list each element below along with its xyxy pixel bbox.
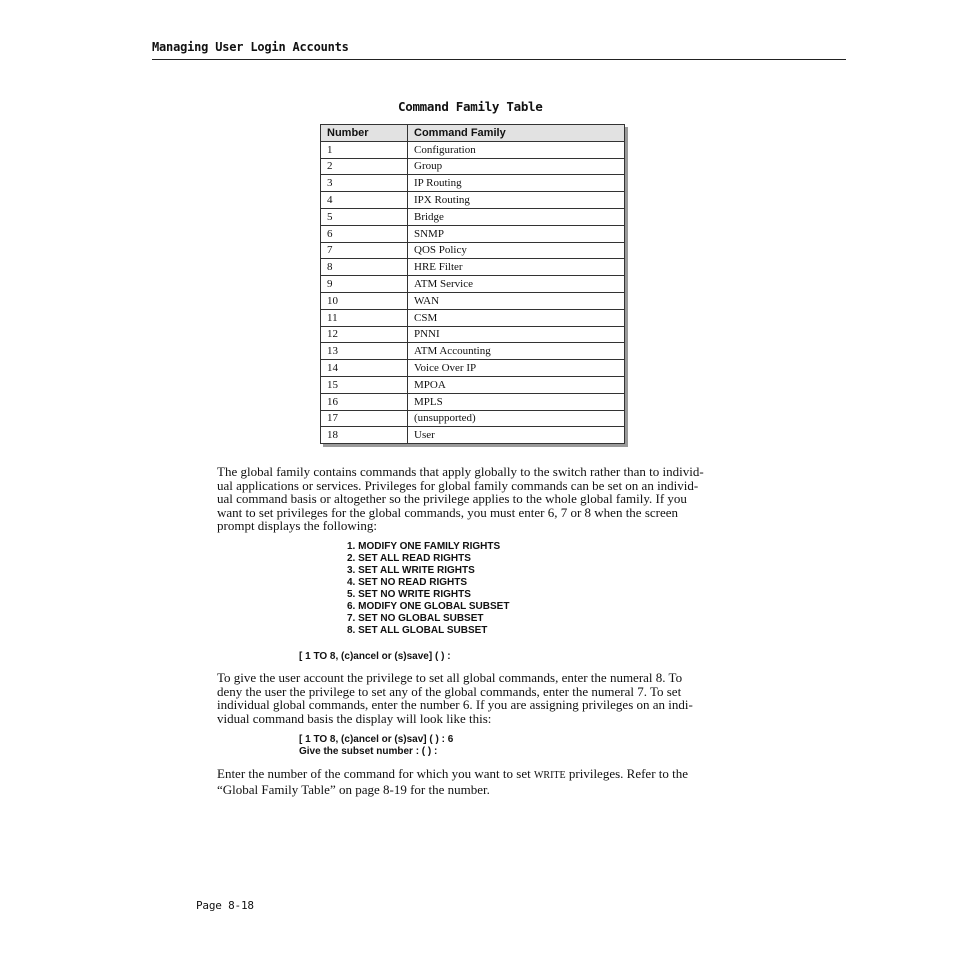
cell-number: 18 bbox=[321, 427, 408, 444]
menu-prompt-text: [ 1 TO 8, (c)ancel or (s)save] ( ) : bbox=[299, 651, 451, 662]
menu-option: 2. SET ALL READ RIGHTS bbox=[347, 553, 471, 564]
cell-command-family: QOS Policy bbox=[408, 242, 625, 259]
table-row bbox=[321, 309, 625, 326]
cell-number: 12 bbox=[321, 326, 408, 343]
cell-number: 8 bbox=[321, 259, 408, 276]
cell-command-family: ATM Accounting bbox=[408, 343, 625, 360]
paragraph-line: prompt displays the following: bbox=[217, 518, 377, 533]
table-row bbox=[321, 192, 625, 209]
menu-option: 3. SET ALL WRITE RIGHTS bbox=[347, 565, 475, 576]
cell-number: 7 bbox=[321, 242, 408, 259]
paragraph-text: Enter the number of the command for which you want to set bbox=[217, 766, 534, 781]
table-row bbox=[321, 141, 625, 158]
cell-command-family: IPX Routing bbox=[408, 192, 625, 209]
paragraph-line: The global family contains commands that apply globally to the switch rather than to individ- bbox=[217, 464, 704, 479]
table-row bbox=[321, 225, 625, 242]
cell-command-family: Configuration bbox=[408, 141, 625, 158]
cell-number: 9 bbox=[321, 276, 408, 293]
table-row bbox=[321, 393, 625, 410]
paragraph-line: To give the user account the privilege to set all global commands, enter the numeral 8. To bbox=[217, 670, 683, 685]
cell-number: 14 bbox=[321, 360, 408, 377]
command-family-table-wrap bbox=[320, 124, 625, 444]
cell-command-family: CSM bbox=[408, 309, 625, 326]
table-row bbox=[321, 175, 625, 192]
cell-number: 13 bbox=[321, 343, 408, 360]
menu-option: 1. MODIFY ONE FAMILY RIGHTS bbox=[347, 541, 501, 552]
cell-command-family: IP Routing bbox=[408, 175, 625, 192]
column-header-number: Number bbox=[321, 125, 408, 142]
table-row bbox=[321, 292, 625, 309]
paragraph-enter-number bbox=[217, 767, 757, 796]
table-row bbox=[321, 376, 625, 393]
smallcaps-write: WRITE bbox=[533, 770, 566, 781]
cell-command-family: PNNI bbox=[408, 326, 625, 343]
paragraph-text: privileges. Refer to the bbox=[565, 766, 689, 781]
table-title: Command Family Table bbox=[398, 99, 543, 114]
page-number: Page 8-18 bbox=[196, 899, 254, 912]
cell-number: 10 bbox=[321, 292, 408, 309]
menu-option: 4. SET NO READ RIGHTS bbox=[347, 577, 468, 588]
paragraph-global-family bbox=[217, 465, 757, 533]
example-prompt-block bbox=[299, 734, 453, 758]
cell-command-family: User bbox=[408, 427, 625, 444]
table-row bbox=[321, 427, 625, 444]
cell-number: 17 bbox=[321, 410, 408, 427]
cell-number: 11 bbox=[321, 309, 408, 326]
paragraph-line: individual global commands, enter the number 6. If you are assigning privileges on an indi- bbox=[217, 697, 693, 712]
paragraph-line: want to set privileges for the global commands, you must enter 6, 7 or 8 when the screen bbox=[217, 504, 679, 520]
cell-command-family: MPOA bbox=[408, 376, 625, 393]
menu-prompt bbox=[299, 651, 451, 663]
paragraph-line: “Global Family Table” on page 8-19 for the number. bbox=[217, 781, 490, 797]
table-row bbox=[321, 276, 625, 293]
table-row bbox=[321, 343, 625, 360]
cell-command-family: HRE Filter bbox=[408, 259, 625, 276]
table-row bbox=[321, 360, 625, 377]
menu-option: 7. SET NO GLOBAL SUBSET bbox=[347, 613, 484, 624]
table-row bbox=[321, 326, 625, 343]
paragraph-line: ual command basis or altogether so the privilege applies to the whole global family. If you bbox=[217, 491, 687, 506]
cell-command-family: WAN bbox=[408, 292, 625, 309]
cell-command-family: Group bbox=[408, 158, 625, 175]
example-prompt-line: [ 1 TO 8, (c)ancel or (s)sav] ( ) : 6 bbox=[299, 734, 454, 745]
cell-number: 5 bbox=[321, 208, 408, 225]
paragraph-line: ual applications or services. Privileges for global family commands can be set on an individ- bbox=[217, 477, 699, 493]
table-header-row bbox=[321, 125, 625, 142]
cell-number: 2 bbox=[321, 158, 408, 175]
cell-number: 6 bbox=[321, 225, 408, 242]
cell-command-family: ATM Service bbox=[408, 276, 625, 293]
table-row bbox=[321, 242, 625, 259]
paragraph-line bbox=[217, 767, 757, 783]
running-head: Managing User Login Accounts bbox=[152, 40, 349, 54]
table-row bbox=[321, 410, 625, 427]
paragraph-global-privileges bbox=[217, 671, 757, 725]
cell-command-family: SNMP bbox=[408, 225, 625, 242]
table-row bbox=[321, 259, 625, 276]
menu-option: 6. MODIFY ONE GLOBAL SUBSET bbox=[347, 601, 510, 612]
cell-number: 3 bbox=[321, 175, 408, 192]
table-body bbox=[321, 141, 625, 443]
menu-option: 5. SET NO WRITE RIGHTS bbox=[347, 589, 471, 600]
header-rule bbox=[152, 59, 846, 60]
table-row bbox=[321, 158, 625, 175]
command-family-table bbox=[320, 124, 625, 444]
column-header-command-family: Command Family bbox=[408, 125, 625, 142]
cell-number: 16 bbox=[321, 393, 408, 410]
menu-options-block bbox=[347, 541, 509, 637]
cell-number: 1 bbox=[321, 141, 408, 158]
cell-number: 4 bbox=[321, 192, 408, 209]
cell-number: 15 bbox=[321, 376, 408, 393]
example-prompt-line: Give the subset number : ( ) : bbox=[299, 746, 438, 757]
cell-command-family: MPLS bbox=[408, 393, 625, 410]
paragraph-line: deny the user the privilege to set any of the global commands, enter the numeral 7. To set bbox=[217, 683, 682, 699]
cell-command-family: Voice Over IP bbox=[408, 360, 625, 377]
cell-command-family: Bridge bbox=[408, 208, 625, 225]
table-row bbox=[321, 208, 625, 225]
paragraph-line: vidual command basis the display will look like this: bbox=[217, 710, 492, 726]
menu-option: 8. SET ALL GLOBAL SUBSET bbox=[347, 625, 488, 636]
cell-command-family: (unsupported) bbox=[408, 410, 625, 427]
